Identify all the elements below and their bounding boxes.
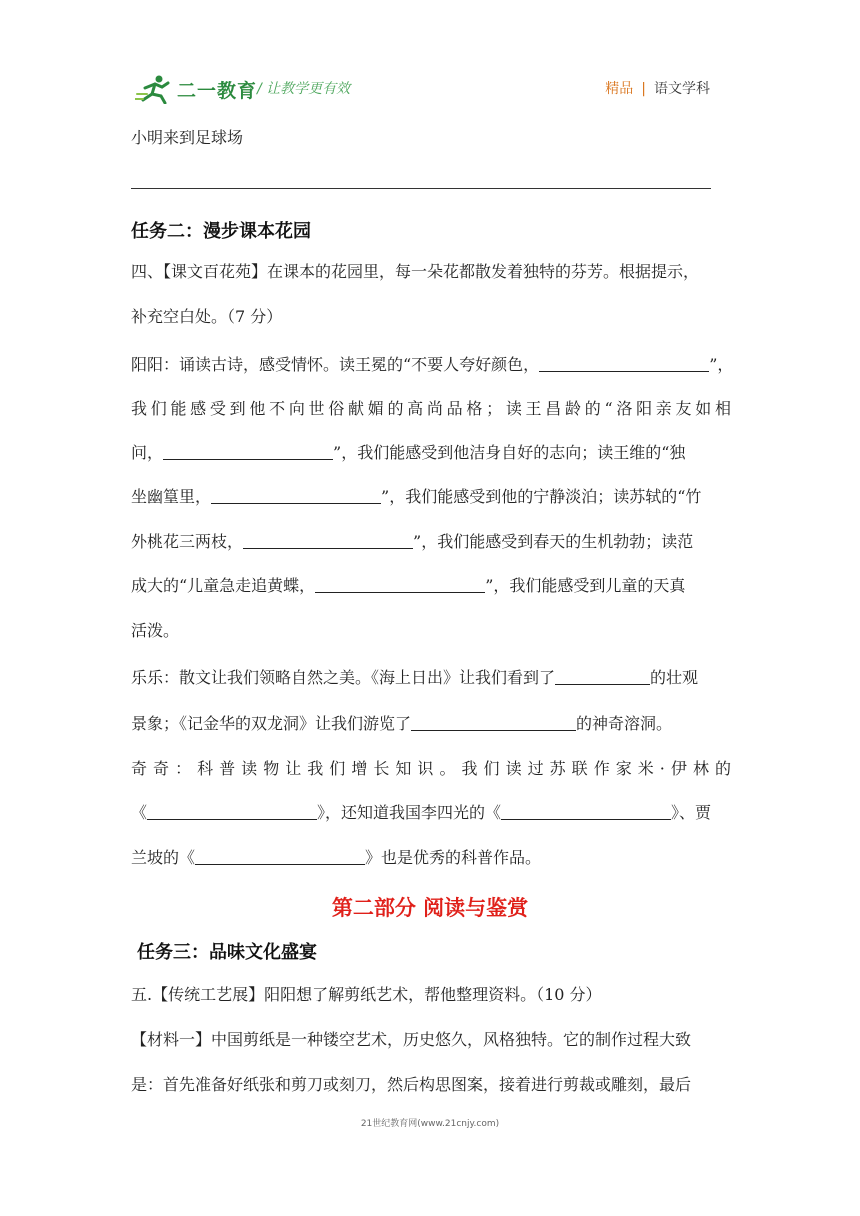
text: ”，我们能感受到儿童的天真 — [485, 576, 686, 595]
text: 》、贾 — [671, 803, 712, 822]
logo-text: 二一教育 — [177, 79, 258, 102]
header-subject — [605, 78, 710, 98]
brand-logo — [135, 72, 257, 106]
qiqi-line3 — [131, 848, 731, 868]
text-line: 小明来到足球场 — [131, 128, 244, 147]
fill-blank[interactable] — [163, 443, 333, 460]
fill-blank[interactable] — [555, 668, 650, 685]
yangyang-line3 — [131, 443, 731, 463]
fill-blank[interactable] — [243, 532, 413, 549]
header-separator: | — [641, 81, 646, 97]
text: 坐幽篁里， — [131, 487, 212, 506]
page-header — [135, 72, 725, 106]
material1-line1: 【材料一】中国剪纸是一种镂空艺术，历史悠久，风格独特。它的制作过程大致 — [131, 1030, 692, 1049]
text: 兰坡的《 — [131, 848, 196, 867]
fill-blank[interactable] — [501, 803, 671, 820]
part2-heading: 第二部分 阅读与鉴赏 — [331, 896, 529, 920]
qiqi-line2 — [131, 803, 731, 823]
fill-blank[interactable] — [539, 355, 709, 372]
lele-line2 — [131, 714, 731, 734]
lele-line1 — [131, 668, 731, 688]
text: ”，我们能感受到春天的生机勃勃；读范 — [413, 532, 694, 551]
answer-line — [131, 188, 711, 189]
text: 》，还知道我国李四光的《 — [317, 803, 502, 822]
yangyang-line5 — [131, 532, 731, 552]
quality-tag: 精品 — [605, 81, 634, 97]
text: 的壮观 — [650, 668, 699, 687]
fill-blank[interactable] — [147, 803, 317, 820]
text: 乐乐：散文让我们领略自然之美。《海上日出》让我们看到了 — [131, 668, 556, 687]
text: 》也是优秀的科普作品。 — [365, 848, 542, 867]
material1-line2: 是：首先准备好纸张和剪刀或刻刀，然后构思图案，接着进行剪裁或雕刻，最后 — [131, 1075, 692, 1094]
text: ”，我们能感受到他洁身自好的志向；读王维的“独 — [333, 443, 686, 462]
text: ”，我们能感受到他的宁静淡泊；读苏轼的“竹 — [381, 487, 702, 506]
yangyang-line4 — [131, 487, 731, 507]
runner-logo-icon — [135, 74, 175, 104]
text: ”， — [709, 355, 734, 374]
slogan: / 让教学更有效 — [257, 81, 351, 97]
qiqi-line1: 奇奇：科普读物让我们增长知识。我们读过苏联作家米·伊林的 — [131, 759, 731, 778]
text: 问， — [131, 443, 164, 462]
text: 景象；《记金华的双龙洞》让我们游览了 — [131, 714, 412, 733]
page-footer: 21世纪教育网(www.21cnjy.com) — [360, 1119, 500, 1129]
question4-line2: 补充空白处。（7 分） — [131, 307, 283, 326]
text: 阳阳：诵读古诗，感受情怀。读王冕的“不要人夸好颜色， — [131, 355, 540, 374]
fill-blank[interactable] — [211, 487, 381, 504]
task2-heading: 任务二：漫步课本花园 — [131, 221, 311, 242]
text: 外桃花三两枝， — [131, 532, 244, 551]
fill-blank[interactable] — [315, 576, 485, 593]
text: 《 — [131, 803, 148, 822]
yangyang-line7: 活泼。 — [131, 621, 180, 640]
task3-heading: 任务三：品味文化盛宴 — [137, 942, 317, 963]
yangyang-line2: 我们能感受到他不向世俗献媚的高尚品格；读王昌龄的“洛阳亲友如相 — [131, 399, 731, 418]
yangyang-line1 — [131, 355, 734, 375]
text: 的神奇溶洞。 — [576, 714, 673, 733]
question5: 五.【传统工艺展】阳阳想了解剪纸艺术，帮他整理资料。（10 分） — [131, 985, 602, 1004]
text: 成大的“儿童急走追黄蝶， — [131, 576, 316, 595]
question4-line1: 四、【课文百花苑】在课本的花园里，每一朵花都散发着独特的芬芳。根据提示， — [131, 262, 700, 281]
yangyang-line6 — [131, 576, 731, 596]
fill-blank[interactable] — [195, 848, 365, 865]
subject-label: 语文学科 — [654, 81, 710, 97]
fill-blank[interactable] — [411, 714, 576, 731]
